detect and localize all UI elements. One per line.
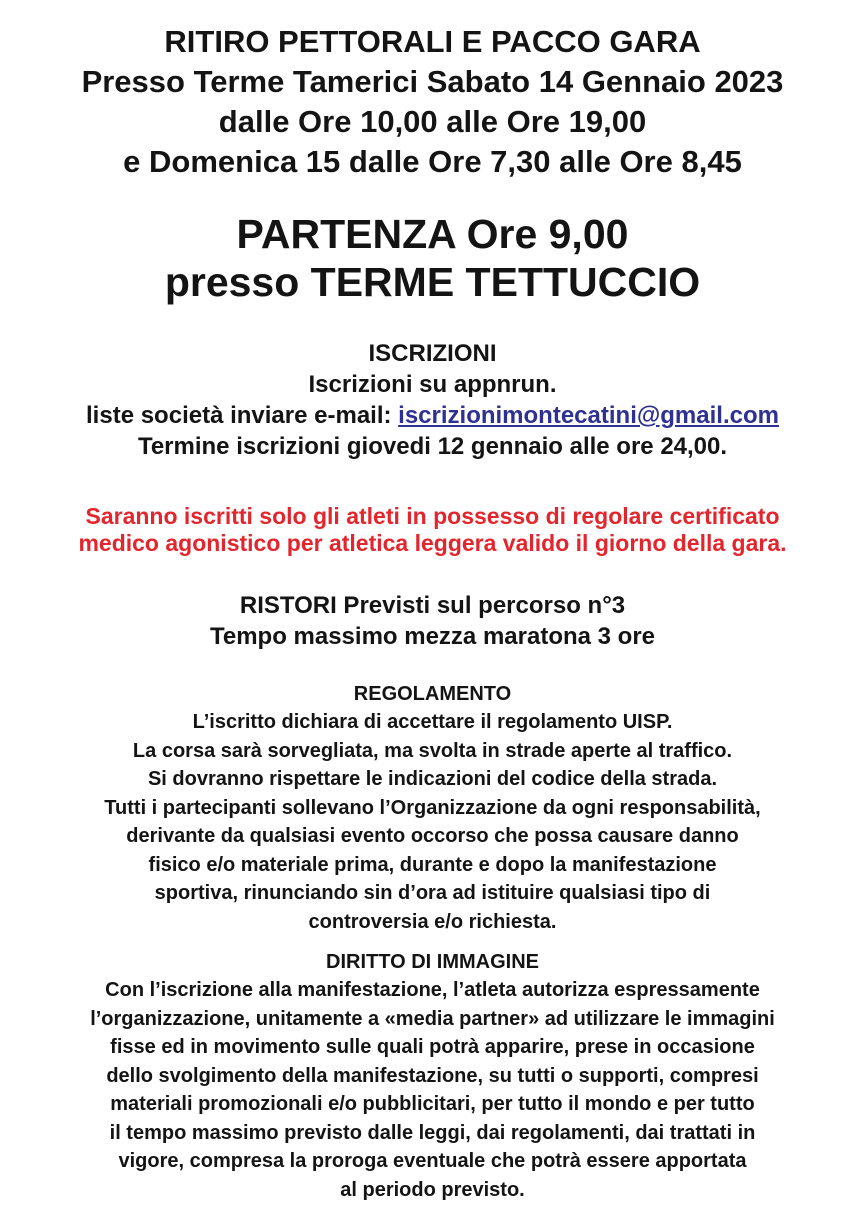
pickup-hours-saturday: dalle Ore 10,00 alle Ore 19,00 — [218, 104, 647, 139]
image-rights-line: vigore, compresa la proroga eventuale che potrà essere apportata — [118, 1150, 747, 1172]
rules-line: derivante da qualsiasi evento occorso che possa causare danno — [126, 825, 739, 847]
registration-email-link[interactable]: iscrizionimontecatini@gmail.com — [398, 402, 779, 429]
pickup-location-date: Presso Terme Tamerici Sabato 14 Gennaio 2023 — [81, 64, 784, 99]
rules-line: La corsa sarà sorvegliata, ma svolta in strade aperte al traffico. — [132, 739, 733, 762]
warning-line-2: medico agonistico per atletica leggera valido il giorno della gara. — [78, 530, 787, 556]
image-rights-line: l’organizzazione, unitamente a «media partner» ad utilizzare le immagini — [90, 1007, 775, 1030]
pickup-title: RITIRO PETTORALI E PACCO GARA — [164, 24, 701, 59]
rules-line: Si dovranno rispettare le indicazioni del codice della strada. — [147, 768, 718, 790]
start-time: PARTENZA Ore 9,00 — [236, 211, 629, 257]
rules-line: Tutti i partecipanti sollevano l’Organizzazione da ogni responsabilità, — [104, 796, 761, 819]
registration-title: ISCRIZIONI — [368, 340, 497, 367]
registration-deadline: Termine iscrizioni giovedi 12 gennaio alle ore 24,00. — [137, 433, 728, 460]
start-section — [0, 210, 865, 306]
rules-line: sportiva, rinunciando sin d’ora ad istituire qualsiasi tipo di — [154, 882, 711, 904]
image-rights-line: fisse ed in movimento sulle quali potrà apparire, prese in occasione — [110, 1036, 755, 1058]
registration-email-line — [0, 400, 865, 431]
rules-title: REGOLAMENTO — [353, 683, 512, 705]
image-rights-title: DIRITTO DI IMMAGINE — [326, 951, 539, 973]
rules-body — [0, 708, 865, 936]
image-rights-body — [0, 976, 865, 1204]
registration-email-prefix: liste società inviare e-mail: — [86, 402, 399, 429]
registration-section — [0, 338, 865, 462]
rules-line: fisico e/o materiale prima, durante e dopo la manifestazione — [148, 853, 717, 876]
image-rights-line: al periodo previsto. — [340, 1178, 525, 1201]
pickup-hours-sunday: e Domenica 15 dalle Ore 7,30 alle Ore 8,45 — [123, 144, 742, 179]
image-rights-line: materiali promozionali e/o pubblicitari, per tutto il mondo e per tutto — [110, 1093, 755, 1115]
refreshment-section — [0, 590, 865, 652]
refreshment-points: RISTORI Previsti sul percorso n°3 — [239, 592, 626, 619]
rules-line: controversia e/o richiesta. — [308, 910, 557, 933]
max-time: Tempo massimo mezza maratona 3 ore — [209, 623, 656, 650]
warning-line-1: Saranno iscritti solo gli atleti in possesso di regolare certificato — [85, 503, 780, 529]
image-rights-line: Con l’iscrizione alla manifestazione, l’atleta autorizza espressamente — [105, 979, 760, 1001]
registration-app: Iscrizioni su appnrun. — [308, 371, 557, 398]
rules-line: L’iscritto dichiara di accettare il regolamento UISP. — [192, 711, 673, 733]
rules-section — [0, 680, 865, 936]
image-rights-section — [0, 948, 865, 1204]
start-location: presso TERME TETTUCCIO — [164, 259, 701, 305]
image-rights-line: dello svolgimento della manifestazione, su tutti o supporti, compresi — [106, 1064, 759, 1087]
pickup-info-section — [0, 22, 865, 182]
medical-certificate-warning — [0, 503, 865, 557]
image-rights-line: il tempo massimo previsto dalle leggi, dai regolamenti, dai trattati in — [109, 1121, 756, 1144]
